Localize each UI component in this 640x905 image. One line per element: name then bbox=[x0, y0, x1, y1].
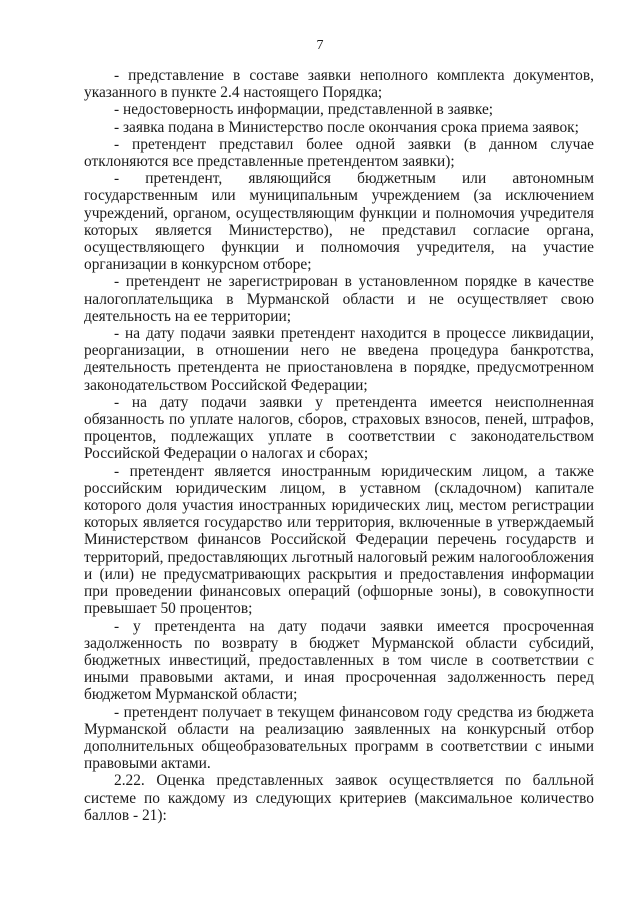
paragraph-tax-registration: - претендент не зарегистрирован в установленном порядке в качестве налогоплательщика в Мурманской области и не осуществляет свою деятельность на ее территории; bbox=[84, 273, 594, 325]
paragraph-liquidation: - на дату подачи заявки претендент находится в процессе ликвидации, реорганизации, в отношении него не введена процедура банкротства, деятельность претендента не приостановлена в порядке, предусмотренном законодательством Российской Федерации; bbox=[84, 325, 594, 394]
paragraph-multiple-applications: - претендент представил более одной заявки (в данном случае отклоняются все представленные претендентом заявки); bbox=[84, 135, 594, 171]
paragraph-overdue-debt: - у претендента на дату подачи заявки имеется просроченная задолженность по возврату в бюджет Мурманской области субсидий, бюджетных инвестиций, предоставленных в том числе в соответствии с иными правовыми актами, и иная просроченная задолженность перед бюджетом Мурманской области; bbox=[84, 617, 594, 704]
paragraph-inaccurate-info: - недостоверность информации, представленной в заявке; bbox=[114, 101, 494, 119]
paragraph-tax-debt: - на дату подачи заявки у претендента имеется неисполненная обязанность по уплате налогов, сборов, страховых взносов, пеней, штрафов, процентов, подлежащих уплате в соответствии с законодательством Российской Федерации о налогах и сборах; bbox=[84, 393, 594, 463]
paragraph-founder-consent: - претендент, являющийся бюджетным или автономным государственным или муниципальным учреждением (за исключением учреждений, органом, осуществляющим функции и полномочия учредителя которых является Министерство), не представил согласие органа, осуществляющего функции и полномочия учредителя, на участие организации в конкурсном отборе; bbox=[84, 170, 594, 274]
paragraph-current-year-funds: - претендент получает в текущем финансовом году средства из бюджета Мурманской области на реализацию заявленных на конкурсный отбор дополнительных общеобразовательных программ в соответствии с иными правовыми актами. bbox=[84, 703, 594, 773]
page-number: 7 bbox=[316, 38, 324, 53]
paragraph-foreign-entity: - претендент является иностранным юридическим лицом, а также российским юридическим лицом, в уставном (складочном) капитале которого доля участия иностранных юридических лиц, местом регистрации которых является государство или территория, включенные в утверждаемый Министерством финансов Российской Федерации перечень государств и территорий, предоставляющих льготный налоговый режим налогообложения и (или) не предусматривающих раскрытия и предоставления информации при проведении финансовых операций (офшорные зоны), в совокупности превышает 50 процентов; bbox=[84, 462, 594, 618]
paragraph-late-submission: - заявка подана в Министерство после окончания срока приема заявок; bbox=[114, 118, 579, 136]
document-body bbox=[84, 67, 594, 824]
paragraph-incomplete-documents: - представление в составе заявки неполного комплекта документов, указанного в пункте 2.4 настоящего Порядка; bbox=[84, 67, 594, 102]
paragraph-section-2-22: 2.22. Оценка представленных заявок осуществляется по балльной системе по каждому из следующих критериев (максимальное количество баллов - 21): bbox=[84, 772, 594, 824]
